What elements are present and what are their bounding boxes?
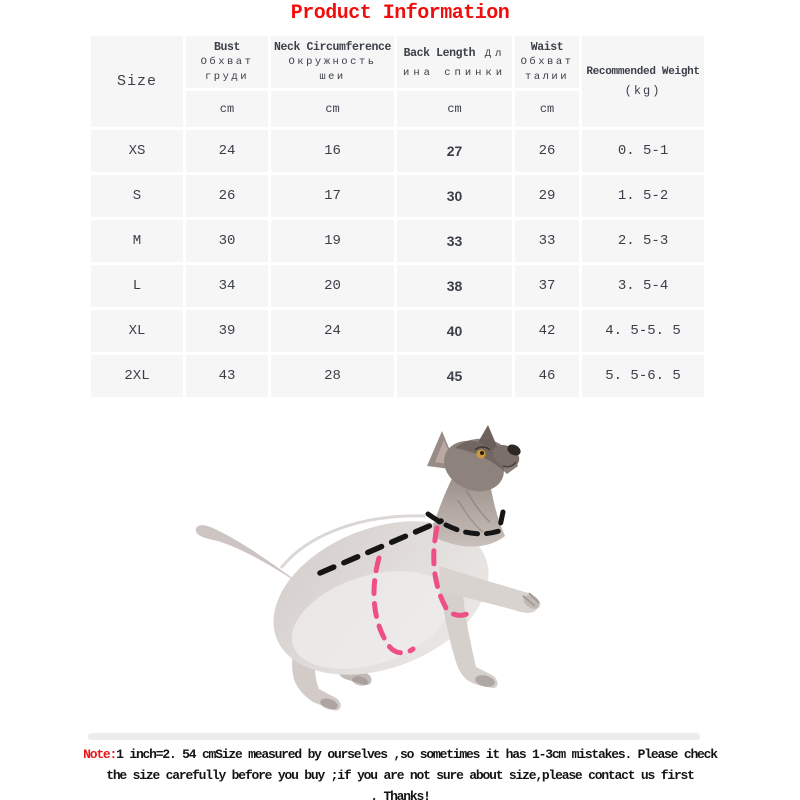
bust-cell: 43 (186, 355, 268, 397)
waist-cell: 37 (515, 265, 579, 307)
table-row-xs (91, 130, 704, 172)
neck-cell: 19 (271, 220, 394, 262)
weight-cell: 2. 5-3 (582, 220, 704, 262)
bust-cell: 26 (186, 175, 268, 217)
header-bust: Bust Обхват груди (186, 36, 268, 88)
header-waist: Waist Обхват талии (515, 36, 579, 88)
size-cell: XS (91, 130, 183, 172)
back-length-cell: 38 (397, 265, 512, 307)
note-line-3: . Thanks! (370, 789, 430, 800)
note-line-2: the size carefully before you buy ;if you are not sure about size,please contact us first (106, 768, 694, 783)
section-divider (88, 733, 700, 740)
back-length-cell: 27 (397, 130, 512, 172)
unit-cell-back: cm (397, 91, 512, 127)
waist-cell: 26 (515, 130, 579, 172)
waist-cell: 33 (515, 220, 579, 262)
bust-cell: 30 (186, 220, 268, 262)
unit-cell-waist: cm (515, 91, 579, 127)
waist-cell: 29 (515, 175, 579, 217)
table-row-xl (91, 310, 704, 352)
size-cell: XL (91, 310, 183, 352)
header-size: Size (91, 36, 183, 127)
waist-cell: 46 (515, 355, 579, 397)
weight-cell: 3. 5-4 (582, 265, 704, 307)
weight-cell: 1. 5-2 (582, 175, 704, 217)
size-cell: M (91, 220, 183, 262)
table-row-2xl (91, 355, 704, 397)
size-chart (88, 33, 707, 400)
size-cell: S (91, 175, 183, 217)
weight-cell: 0. 5-1 (582, 130, 704, 172)
table-row-m (91, 220, 704, 262)
note-label: Note: (83, 747, 117, 762)
bust-cell: 24 (186, 130, 268, 172)
table-row-s (91, 175, 704, 217)
page-title: Product Information (290, 2, 510, 25)
sphynx-cat-illustration (185, 418, 585, 740)
waist-cell: 42 (515, 310, 579, 352)
neck-cell: 20 (271, 265, 394, 307)
back-length-cell: 45 (397, 355, 512, 397)
header-back-length: Back Length Длина спинки (397, 36, 512, 88)
header-neck-circumference: Neck Circumference Окружность шеи (271, 36, 394, 88)
unit-cell-bust: cm (186, 91, 268, 127)
header-recommended-weight: Recommended Weight (kg) (582, 36, 704, 127)
weight-cell: 4. 5-5. 5 (582, 310, 704, 352)
bust-cell: 34 (186, 265, 268, 307)
back-length-cell: 33 (397, 220, 512, 262)
neck-cell: 17 (271, 175, 394, 217)
size-chart-table (88, 33, 707, 400)
back-length-cell: 30 (397, 175, 512, 217)
size-cell: L (91, 265, 183, 307)
size-cell: 2XL (91, 355, 183, 397)
weight-cell: 5. 5-6. 5 (582, 355, 704, 397)
neck-cell: 16 (271, 130, 394, 172)
bust-cell: 39 (186, 310, 268, 352)
neck-cell: 28 (271, 355, 394, 397)
unit-cell-neck: cm (271, 91, 394, 127)
note-line-1: Note:1 inch=2. 54 cmSize measured by ourselves ,so sometimes it has 1-3cm mistakes. Please check (83, 747, 717, 762)
back-length-cell: 40 (397, 310, 512, 352)
table-row-l (91, 265, 704, 307)
note-block (20, 744, 780, 800)
neck-cell: 24 (271, 310, 394, 352)
